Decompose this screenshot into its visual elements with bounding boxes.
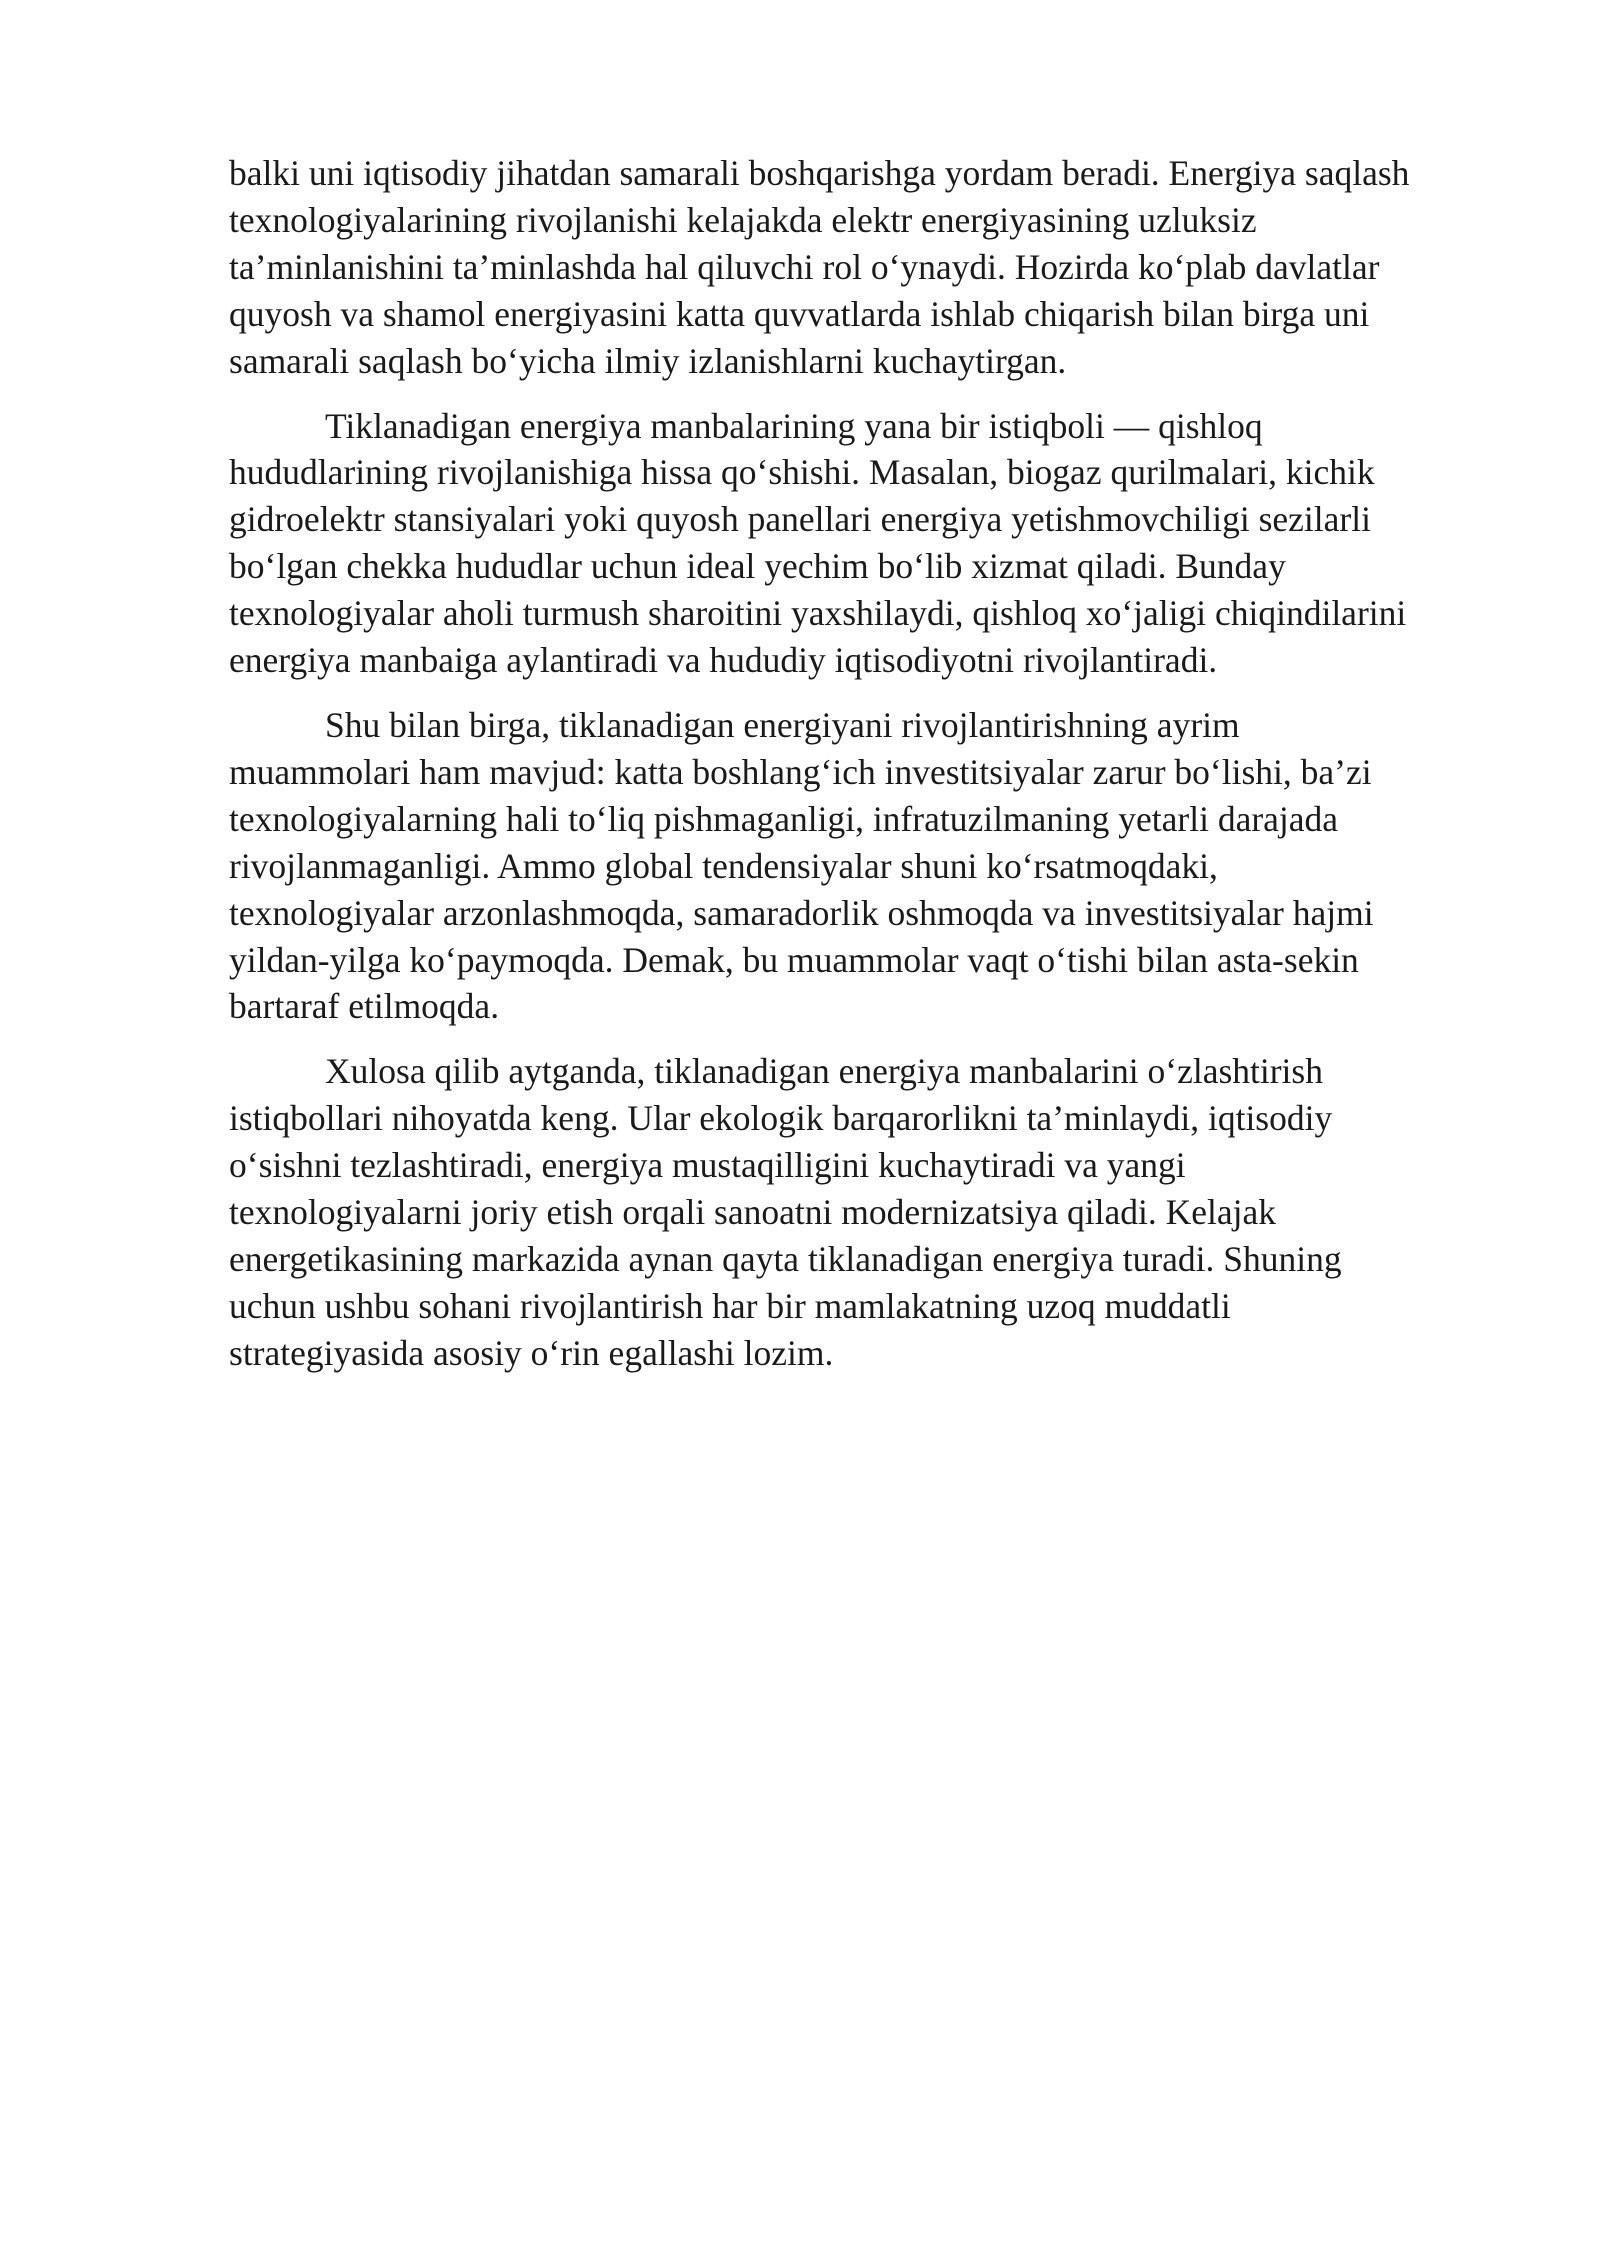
- paragraph-3: [229, 702, 1491, 1030]
- text-line: energiya manbaiga aylantiradi va hududiy iqtisodiyotni rivojlantiradi.: [229, 640, 1218, 681]
- text-line: texnologiyalar arzonlashmoqda, samaradorlik oshmoqda va investitsiyalar hajmi: [229, 892, 1374, 933]
- paragraph-4: [229, 1048, 1491, 1376]
- text-line: istiqbollari nihoyatda keng. Ular ekologik barqarorlikni ta’minlaydi, iqtisodiy: [229, 1098, 1333, 1139]
- paragraph-2: [229, 403, 1491, 684]
- text-line: balki uni iqtisodiy jihatdan samarali boshqarishga yordam beradi. Energiya saqlash: [229, 153, 1410, 193]
- text-line: oʻsishni tezlashtiradi, energiya mustaqilligini kuchaytiradi va yangi: [229, 1145, 1186, 1186]
- text-line: rivojlanmaganligi. Ammo global tendensiyalar shuni koʻrsatmoqdaki,: [229, 845, 1218, 886]
- text-line: muammolari ham mavjud: katta boshlangʻich investitsiyalar zarur boʻlishi, ba’zi: [229, 751, 1372, 792]
- text-line: strategiyasida asosiy oʻrin egallashi lozim.: [229, 1332, 834, 1373]
- text-line: uchun ushbu sohani rivojlantirish har bir mamlakatning uzoq muddatli: [229, 1285, 1231, 1326]
- document-body: [229, 150, 1491, 1395]
- text-line: yildan-yilga koʻpaymoqda. Demak, bu muammolar vaqt oʻtishi bilan asta-sekin: [229, 939, 1359, 980]
- text-line: boʻlgan chekka hududlar uchun ideal yechim boʻlib xizmat qiladi. Bunday: [229, 546, 1286, 587]
- text-line: texnologiyalarni joriy etish orqali sanoatni modernizatsiya qiladi. Kelajak: [229, 1192, 1276, 1233]
- text-line: texnologiyalarning hali toʻliq pishmaganligi, infratuzilmaning yetarli darajada: [229, 798, 1339, 839]
- text-line: texnologiyalar aholi turmush sharoitini yaxshilaydi, qishloq xoʻjaligi chiqindilarini: [229, 593, 1407, 634]
- text-line: texnologiyalarining rivojlanishi kelajakda elektr energiyasining uzluksiz: [229, 199, 1257, 240]
- text-line: energetikasining markazida aynan qayta tiklanadigan energiya turadi. Shuning: [229, 1238, 1342, 1279]
- text-line: quyosh va shamol energiyasini katta quvvatlarda ishlab chiqarish bilan birga uni: [229, 293, 1370, 334]
- text-line: Xulosa qilib aytganda, tiklanadigan energiya manbalarini oʻzlashtirish: [325, 1051, 1323, 1092]
- text-line: samarali saqlash boʻyicha ilmiy izlanishlarni kuchaytirgan.: [229, 340, 1067, 381]
- text-line: hududlarining rivojlanishiga hissa qoʻshishi. Masalan, biogaz qurilmalari, kichik: [229, 452, 1375, 493]
- text-line: Tiklanadigan energiya manbalarining yana bir istiqboli — qishloq: [325, 405, 1263, 446]
- text-line: gidroelektr stansiyalari yoki quyosh panellari energiya yetishmovchiligi sezilarli: [229, 499, 1371, 540]
- text-line: Shu bilan birga, tiklanadigan energiyani rivojlantirishning ayrim: [325, 704, 1240, 745]
- text-line: bartaraf etilmoqda.: [229, 986, 500, 1027]
- paragraph-1: [229, 150, 1491, 385]
- text-line: ta’minlanishini ta’minlashda hal qiluvchi rol oʻynaydi. Hozirda koʻplab davlatlar: [229, 246, 1380, 287]
